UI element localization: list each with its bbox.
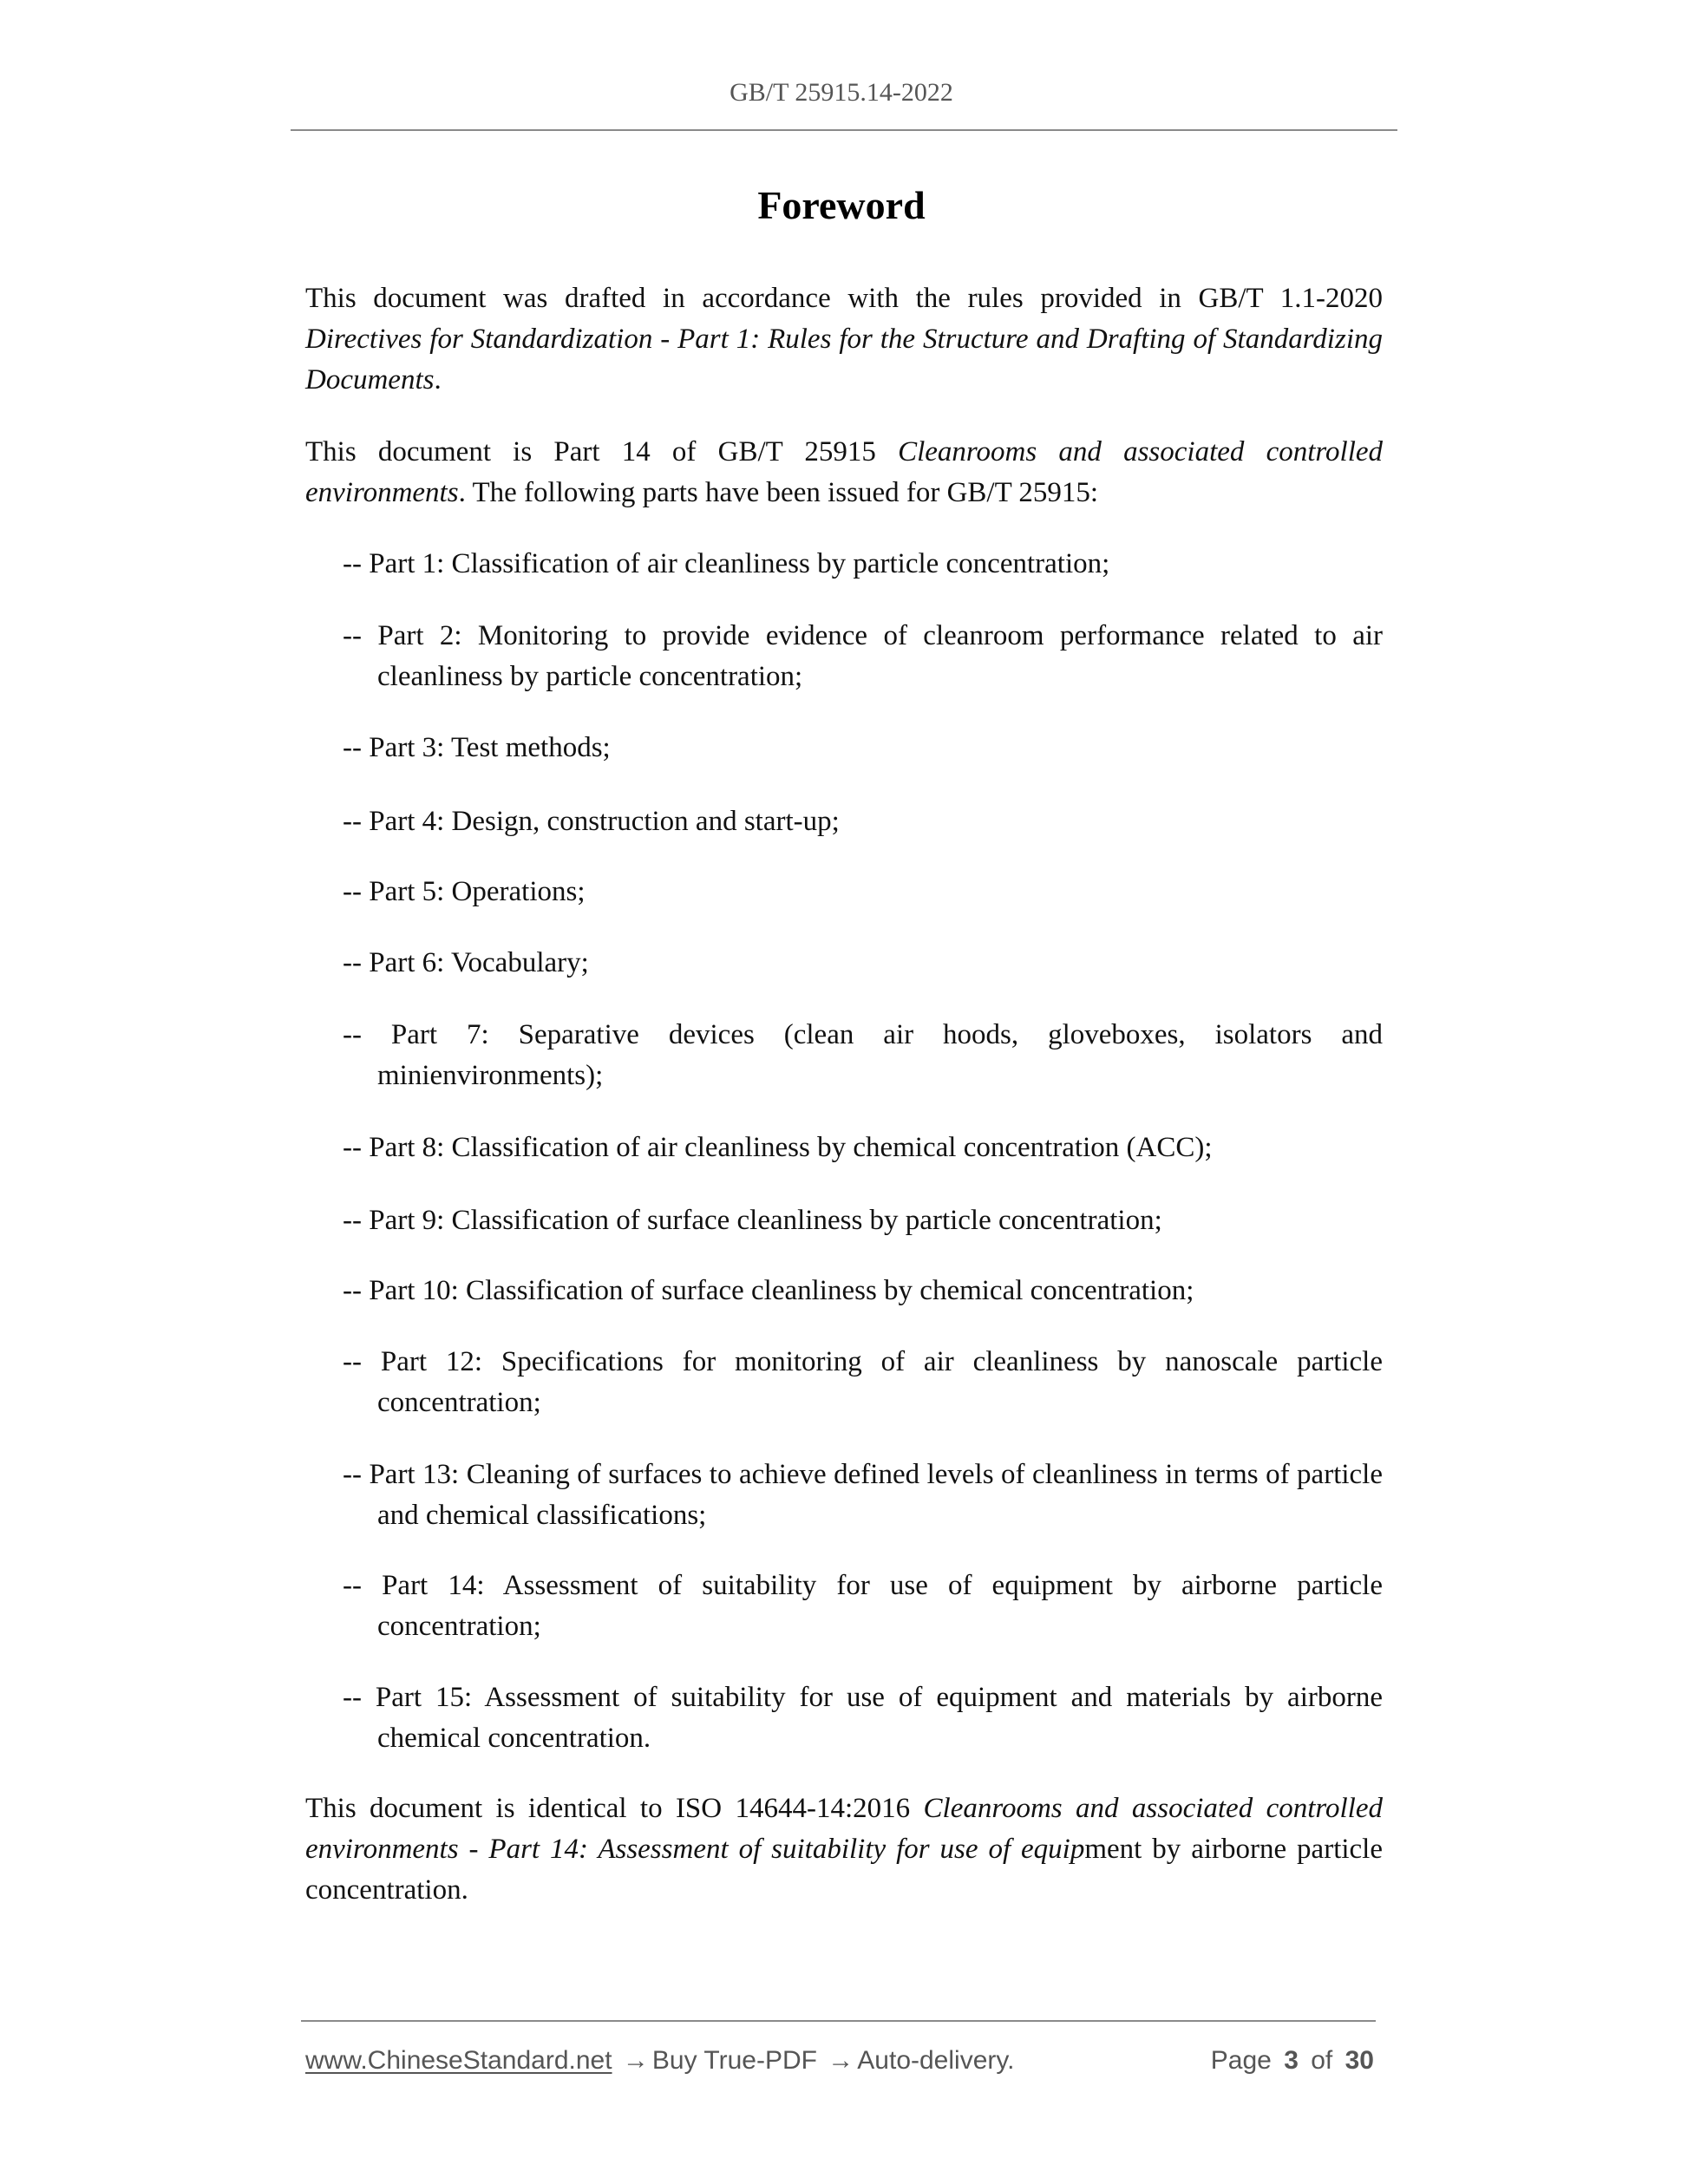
footer-step-delivery: Auto-delivery. (857, 2046, 1015, 2075)
page-footer (305, 2044, 1374, 2079)
list-item-part-7: -- Part 7: Separative devices (clean air hoods, gloveboxes, isolators and minienvironments); (343, 1019, 1383, 1091)
list-item-part-10: -- Part 10: Classification of surface cleanliness by chemical concentration; (343, 1275, 1194, 1306)
series-title: Cleanrooms and associated controlled environments (305, 436, 1384, 508)
paragraph-text: This document is identical to ISO 14644-14:2016 (305, 1793, 924, 1824)
paragraph-text: This document is Part 14 of GB/T 25915 (305, 436, 899, 468)
paragraph-text: . The following parts have been issued for GB/T 25915: (458, 477, 1099, 508)
paragraph-text: ment by airborne particle concentration. (305, 1834, 1383, 1906)
list-item-part-9: -- Part 9: Classification of surface cleanliness by particle concentration; (343, 1205, 1162, 1236)
arrow-right-icon: → (622, 2046, 649, 2075)
list-item-part-1: -- Part 1: Classification of air cleanliness by particle concentration; (343, 548, 1110, 579)
list-item-part-5: -- Part 5: Operations; (343, 876, 586, 907)
section-title: Foreword (757, 183, 926, 227)
paragraph-drafting-rules (305, 278, 1383, 401)
page-word: Page (1210, 2046, 1272, 2075)
paragraph-series-intro (305, 432, 1383, 513)
running-header-doc-code: GB/T 25915.14-2022 (730, 78, 953, 107)
footer-step-buy: Buy True-PDF (651, 2046, 817, 2075)
list-item-part-12: -- Part 12: Specifications for monitoring of air cleanliness by nanoscale particle concentration; (343, 1346, 1383, 1418)
page-total: 30 (1345, 2046, 1374, 2075)
list-item-part-2: -- Part 2: Monitoring to provide evidence of cleanroom performance related to air cleanliness by particle concentration; (343, 620, 1383, 692)
paragraph-text: This document was drafted in accordance with the rules provided in GB/T 1.1-2020 (305, 283, 1383, 314)
of-word: of (1311, 2046, 1333, 2075)
list-item-part-6: -- Part 6: Vocabulary; (343, 947, 589, 978)
paragraph-text: . (434, 364, 442, 396)
page-number (1211, 2044, 1374, 2077)
list-item-part-4: -- Part 4: Design, construction and start-up; (343, 806, 840, 837)
list-item-part-14: -- Part 14: Assessment of suitability for use of equipment by airborne particle concentration; (343, 1570, 1383, 1642)
list-item-part-13: -- Part 13: Cleaning of surfaces to achieve defined levels of cleanliness in terms of particle and chemical classifications; (343, 1459, 1383, 1531)
footer-divider (301, 2020, 1376, 2022)
arrow-right-icon: → (828, 2046, 854, 2075)
list-item-part-3: -- Part 3: Test methods; (343, 732, 611, 763)
page-current: 3 (1284, 2046, 1299, 2075)
chinesestandard-link[interactable]: www.ChineseStandard.net (305, 2046, 612, 2075)
footer-promo (305, 2044, 1014, 2077)
list-item-part-15: -- Part 15: Assessment of suitability for use of equipment and materials by airborne chemical concentration. (343, 1682, 1383, 1754)
list-item-part-8: -- Part 8: Classification of air cleanliness by chemical concentration (ACC); (343, 1132, 1213, 1163)
iso-title: Cleanrooms and associated controlled environments - Part 14: Assessment of suitability for use of equip (305, 1793, 1383, 1865)
paragraph-iso-equivalence (305, 1788, 1383, 1911)
header-divider (291, 129, 1397, 131)
cited-title: Directives for Standardization - Part 1: Rules for the Structure and Drafting of Standardizing Documents (305, 324, 1383, 396)
